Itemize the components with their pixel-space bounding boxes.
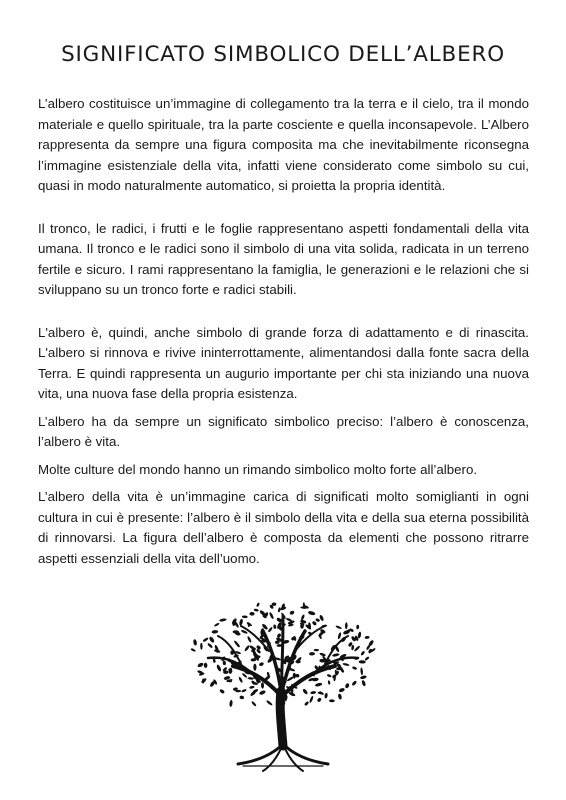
tree-of-life-icon — [183, 596, 383, 776]
paragraph-rebirth: L'albero è, quindi, anche simbolo di grande forza di adattamento e di rinascita. L'albero si rinnova e rivive ininterrottamente, alimentandosi dalla fonte sacra della Terra. E quindi rappresenta un augurio importante per chi sta iniziando una nuova vita, una nuova fase della propria esistenza. — [38, 324, 529, 401]
paragraph-cultures: Molte culture del mondo hanno un rimando simbolico molto forte all’albero. — [38, 461, 478, 477]
document-body — [38, 94, 529, 569]
paragraph-intro: L’albero costituisce un’immagine di collegamento tra la terra e il cielo, tra il mondo materiale e quello spirituale, tra la parte cosciente e quella inconsapevole. L’Albero rappresenta da sempre una figura composita ma che inevitabilmente riconsegna l’immagine esistenziale della vita, infatti viene considerato come simbolo su cui, quasi in modo naturalmente automatico, si proietta la propria identità. — [38, 96, 529, 193]
paragraph-trunk-roots: Il tronco, le radici, i frutti e le foglie rappresentano aspetti fondamentali della vita umana. Il tronco e le radici sono il simbolo di una vita solida, radicata in un terreno fertile e sicuro. I rami rappresentano la famiglia, le generazioni e le relazioni che si sviluppano su un tronco forte e radici stabili. — [38, 220, 529, 297]
page-title: SIGNIFICATO SIMBOLICO DELL’ALBERO — [61, 42, 505, 67]
paragraph-knowledge: L’albero ha da sempre un significato simbolico preciso: l’albero è conoscenza, l’albero è vita. — [38, 413, 529, 449]
paragraph-tree-of-life: L’albero della vita è un’immagine carica di significati molto somiglianti in ogni cultura in cui è presente: l’albero è il simbolo della vita e della sua eterna possibilità di rinnovarsi. La figura dell’albero è composta da elementi che possono ritrarre aspetti essenziali della vita dell’uomo. — [38, 489, 529, 566]
